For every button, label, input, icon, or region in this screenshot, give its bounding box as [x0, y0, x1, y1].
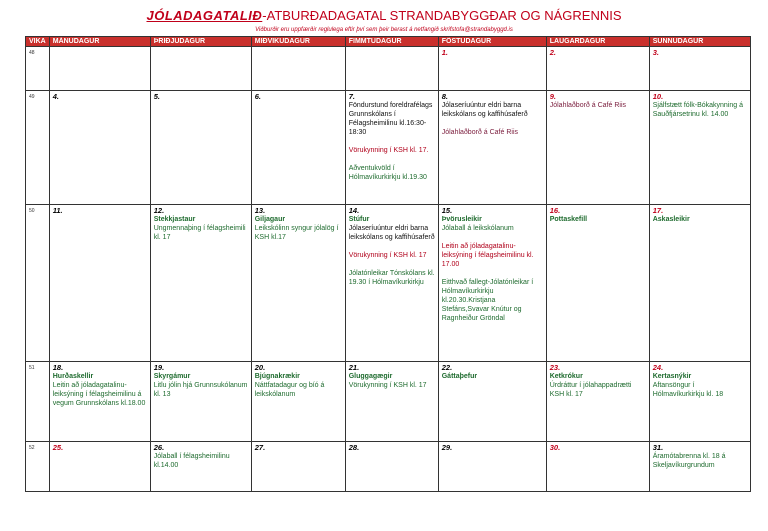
day-cell: [150, 362, 251, 442]
day-number: 16.: [549, 206, 561, 215]
day-cell: [150, 205, 251, 362]
day-cell: [345, 91, 438, 205]
event-text: Jólaball á leikskólanum: [441, 225, 514, 232]
week-number-label: 50: [29, 208, 35, 214]
day-cell: [345, 205, 438, 362]
day-number: 3.: [652, 48, 659, 57]
week-row: [26, 442, 751, 492]
day-number: 25.: [52, 443, 64, 452]
day-cell: [649, 205, 750, 362]
col-header-wednesday: MIÐVIKUDAGUR: [251, 37, 345, 47]
header-row: [26, 37, 751, 47]
day-cell: [251, 442, 345, 492]
week-number: [26, 362, 50, 442]
day-number: 5.: [153, 92, 160, 101]
event-spacer: [349, 155, 435, 164]
event-text: Vörukynning í KSH kl. 17: [348, 382, 427, 389]
week-row: [26, 47, 751, 91]
day-cell: [546, 362, 649, 442]
day-cell: [345, 362, 438, 442]
calendar-body: [26, 47, 751, 492]
event-text: Litlu jólin hjá Grunnsukólanum kl. 13: [153, 382, 248, 398]
day-number: 13.: [254, 206, 266, 215]
day-cell: [649, 362, 750, 442]
col-header-thursday: FIMMTUDAGUR: [345, 37, 438, 47]
day-cell: [649, 91, 750, 205]
event-spacer: [349, 137, 435, 146]
day-number: 4.: [52, 92, 59, 101]
event-text: Föndurstund foreldrafélags Grunnskólans í Félagsheimilinu kl.16:30-18:30: [348, 102, 433, 136]
week-number: [26, 47, 50, 91]
day-number: 17.: [652, 206, 664, 215]
col-header-saturday: LAUGARDAGUR: [546, 37, 649, 47]
day-cell: [546, 47, 649, 91]
day-cell: [438, 47, 546, 91]
day-number: 14.: [348, 206, 360, 215]
day-number: 26.: [153, 443, 165, 452]
yule-lad-name: Askasleikir: [652, 216, 690, 223]
day-number: 30.: [549, 443, 561, 452]
day-cell: [49, 362, 150, 442]
event-text: Áramótabrenna kl. 18 á Skeljavíkurgrundum: [652, 453, 726, 469]
day-cell: [546, 205, 649, 362]
calendar-table: [25, 36, 751, 492]
page-title: [0, 8, 768, 24]
event-text: Vörukynning í KSH kl. 17.: [348, 147, 429, 154]
day-number: 31.: [652, 443, 664, 452]
yule-lad-name: Hurðaskellir: [52, 373, 94, 380]
day-cell: [49, 91, 150, 205]
col-header-week: VIKA: [26, 37, 50, 47]
day-number: 12.: [153, 206, 165, 215]
week-number-label: 51: [29, 365, 35, 371]
day-number: 29.: [441, 443, 453, 452]
event-text: Vörukynning í KSH kl. 17: [348, 252, 427, 259]
day-number: 11.: [52, 206, 63, 215]
week-row: [26, 205, 751, 362]
yule-lad-name: Stúfur: [348, 216, 370, 223]
day-cell: [251, 47, 345, 91]
day-cell: [150, 442, 251, 492]
day-number: 6.: [254, 92, 261, 101]
week-number-label: 49: [29, 94, 35, 100]
week-number: [26, 91, 50, 205]
day-cell: [649, 47, 750, 91]
day-number: 23.: [549, 363, 561, 372]
yule-lad-name: Kertasnýkir: [652, 373, 692, 380]
event-text: Jólaball í félagsheimilinu kl.14.00: [153, 453, 230, 469]
day-number: 24.: [652, 363, 664, 372]
event-text: Jólaseríuúntur eldri barna leikskólans og kaffihúsaferð: [348, 225, 435, 241]
day-cell: [438, 205, 546, 362]
event-text: Jólahlaðborð á Café Riis: [549, 102, 626, 109]
day-cell: [438, 442, 546, 492]
day-cell: [438, 91, 546, 205]
day-cell: [150, 47, 251, 91]
event-text: Jólatónleikar Tónskólans kl. 19.30 í Hólmavíkurkirkju: [348, 270, 435, 286]
page-subtitle: Viðburðir eru uppfærðir reglulega eftir því sem þeir berast á netfangið skrifstofa@strandabyggd.is: [255, 27, 513, 33]
event-spacer: [442, 269, 543, 278]
yule-lad-name: Ketkrókur: [549, 373, 583, 380]
event-text: Náttfatadagur og bíó á leikskólanum: [254, 382, 325, 398]
col-header-monday: MÁNUDAGUR: [49, 37, 150, 47]
event-text: Úrdráttur í jólahappadrætti KSH kl. 17: [549, 382, 632, 398]
event-spacer: [442, 233, 543, 242]
event-text: Jólahlaðborð á Café Riis: [441, 129, 518, 136]
day-cell: [546, 442, 649, 492]
day-number: 9.: [549, 92, 556, 101]
yule-lad-name: Pottaskefill: [549, 216, 588, 223]
event-spacer: [349, 242, 435, 251]
day-cell: [49, 442, 150, 492]
title-rest: -ATBURÐADAGATAL STRANDABYGGÐAR OG NÁGRENNIS: [262, 8, 622, 23]
event-spacer: [442, 119, 543, 128]
event-text: Leikskólinn syngur jólalög í KSH kl.17: [254, 225, 339, 241]
day-number: 27.: [254, 443, 266, 452]
yule-lad-name: Bjúgnakrækir: [254, 373, 300, 380]
event-text: Leitin að jóladagatalinu-leiksýning í félagsheimilinu á vegum Grunnskólans kl.18.00: [52, 382, 146, 407]
day-cell: [546, 91, 649, 205]
week-number: [26, 442, 50, 492]
day-cell: [345, 442, 438, 492]
day-number: 10.: [652, 92, 664, 101]
week-row: [26, 362, 751, 442]
day-number: 21.: [348, 363, 360, 372]
day-number: 20.: [254, 363, 266, 372]
yule-lad-name: Stekkjastaur: [153, 216, 196, 223]
yule-lad-name: Þvörusleikir: [441, 216, 482, 223]
day-cell: [49, 205, 150, 362]
day-cell: [251, 362, 345, 442]
day-cell: [150, 91, 251, 205]
col-header-friday: FÖSTUDAGUR: [438, 37, 546, 47]
day-number: 8.: [441, 92, 448, 101]
day-cell: [345, 47, 438, 91]
yule-lad-name: Gluggagægir: [348, 373, 393, 380]
day-number: 18.: [52, 363, 64, 372]
week-number: [26, 205, 50, 362]
day-cell: [49, 47, 150, 91]
day-cell: [251, 205, 345, 362]
event-text: Leitin að jóladagatalinu-leiksýning í félagsheimilinu kl. 17.00: [441, 243, 534, 268]
day-number: 2.: [549, 48, 556, 57]
week-number-label: 48: [29, 50, 35, 56]
day-cell: [649, 442, 750, 492]
event-text: Sjálfstætt fólk-Bókakynning á Sauðfjársetrinu kl. 14.00: [652, 102, 743, 118]
yule-lad-name: Gáttaþefur: [441, 373, 478, 380]
day-number: 1.: [441, 48, 448, 57]
day-number: 28.: [348, 443, 360, 452]
event-text: Ungmennaþing í félagsheimili kl. 17: [153, 225, 246, 241]
event-text: Eitthvað fallegt-Jólatónleikar í Hólmavíkurkirkju kl.20.30.Kristjana Stefáns,Svavar Knútur og Ragnheiður Gröndal: [441, 279, 534, 322]
yule-lad-name: Giljagaur: [254, 216, 286, 223]
day-cell: [438, 362, 546, 442]
day-number: 19.: [153, 363, 165, 372]
event-text: Jólaseríuúntur eldri barna leikskólans og kaffihúsaferð: [441, 102, 528, 118]
day-number: 22.: [441, 363, 453, 372]
title-main: JÓLADAGATALIÐ: [146, 8, 263, 23]
week-number-label: 52: [29, 445, 35, 451]
col-header-tuesday: ÞRIÐJUDAGUR: [150, 37, 251, 47]
week-row: [26, 91, 751, 205]
day-number: 7.: [348, 92, 355, 101]
event-text: Aftansöngur í Hólmavíkurkirkju kl. 18: [652, 382, 724, 398]
day-cell: [251, 91, 345, 205]
event-text: Aðventukvöld í Hólmavíkurkirkju kl.19.30: [348, 165, 427, 181]
yule-lad-name: Skyrgámur: [153, 373, 191, 380]
col-header-sunday: SUNNUDAGUR: [649, 37, 750, 47]
day-number: 15.: [441, 206, 453, 215]
event-spacer: [349, 260, 435, 269]
